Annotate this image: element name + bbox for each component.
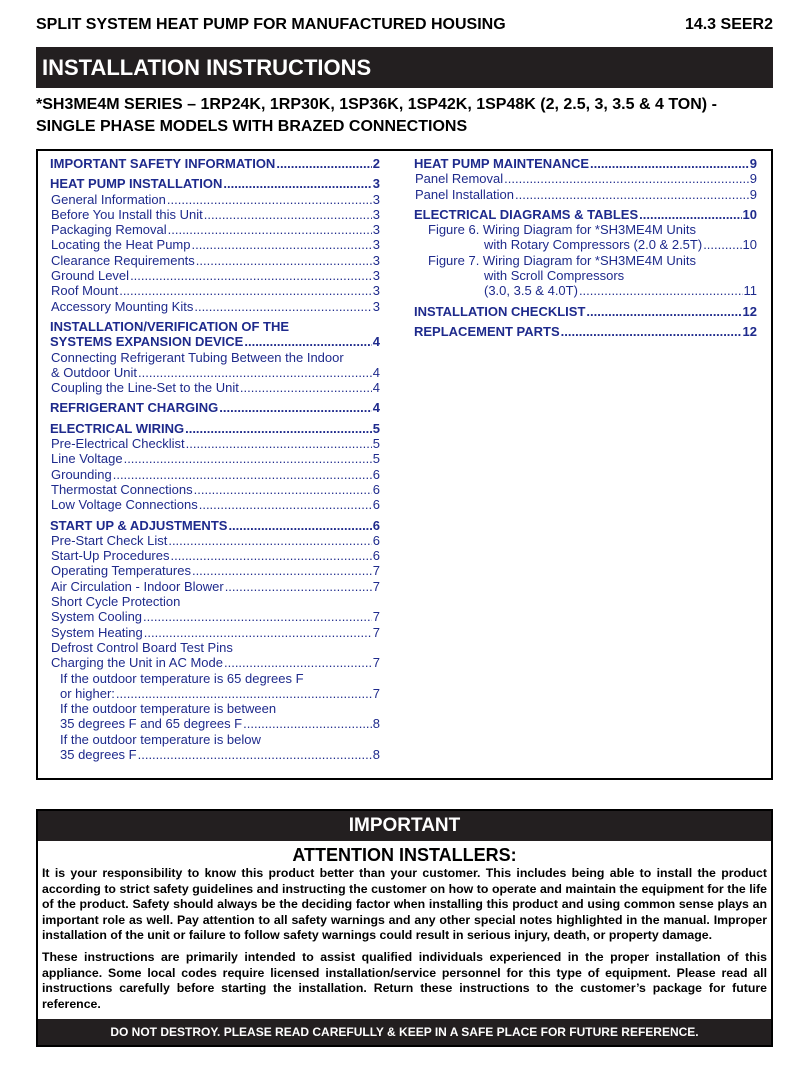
toc-entry[interactable]: Pre-Start Check List ..... 6: [50, 533, 380, 548]
toc-entry[interactable]: Line Voltage ..... 5: [50, 451, 380, 466]
qualified-installer-paragraph: These instructions are primarily intended to assist qualified individuals experienced in the proper installation of this appliance. Some local codes require licensed installation/service personnel for this type of equipment. Please read all instructions carefully before starting the installation. Return these instructions to the customer’s package for future reference.: [42, 949, 767, 1011]
toc-entry[interactable]: REPLACEMENT PARTS ..... 12: [414, 324, 757, 339]
document-title-bar: INSTALLATION INSTRUCTIONS: [36, 47, 773, 88]
toc-entry-line[interactable]: with Scroll Compressors: [484, 268, 625, 284]
subtitle-line-2: SINGLE PHASE MODELS WITH BRAZED CONNECTIONS: [36, 118, 468, 135]
toc-left-column: [50, 156, 380, 762]
toc-entry-line[interactable]: Figure 7. Wiring Diagram for *SH3ME4M Units: [428, 252, 697, 268]
toc-entry[interactable]: Packaging Removal ..... 3: [50, 222, 380, 237]
table-of-contents: [36, 149, 773, 780]
toc-entry[interactable]: Charging the Unit in AC Mode ..... 7: [50, 655, 380, 670]
toc-entry[interactable]: Coupling the Line-Set to the Unit ..... 4: [50, 380, 380, 395]
attention-heading: ATTENTION INSTALLERS:: [292, 845, 517, 865]
toc-entry[interactable]: & Outdoor Unit ..... 4: [50, 365, 380, 380]
important-notice: [36, 809, 773, 1047]
toc-entry[interactable]: Roof Mount ..... 3: [50, 283, 380, 298]
toc-entry[interactable]: REFRIGERANT CHARGING ..... 4: [50, 400, 380, 415]
toc-entry[interactable]: ELECTRICAL WIRING ..... 5: [50, 421, 380, 436]
toc-entry-line[interactable]: If the outdoor temperature is below: [60, 731, 261, 747]
toc-entry[interactable]: or higher: ..... 7: [50, 686, 380, 701]
toc-entry[interactable]: Panel Removal ..... 9: [414, 171, 757, 186]
toc-entry[interactable]: IMPORTANT SAFETY INFORMATION ..... 2: [50, 156, 380, 171]
do-not-destroy-footer: DO NOT DESTROY. PLEASE READ CAREFULLY & KEEP IN A SAFE PLACE FOR FUTURE REFERENCE.: [38, 1019, 771, 1045]
subtitle-line-1: *SH3ME4M SERIES – 1RP24K, 1RP30K, 1SP36K, 1SP42K, 1SP48K (2, 2.5, 3, 3.5 & 4 TON) -: [36, 96, 717, 113]
toc-entry[interactable]: Operating Temperatures ..... 7: [50, 563, 380, 578]
toc-entry[interactable]: HEAT PUMP INSTALLATION ..... 3: [50, 176, 380, 191]
responsibility-paragraph: It is your responsibility to know this product better than your customer. This includes being able to install the product according to strict safety guidelines and instructing the customer on how to operate and maintain the equipment for the life of the product. Safety should always be the deciding factor when installing this product and using common sense plays an important role as well. Pay attention to all safety warnings and any other special notes highlighted in the manual. Improper installation of the unit or failure to follow safety warnings could result in serious injury, death, or property damage.: [42, 866, 767, 943]
header-seer-rating: 14.3 SEER2: [684, 16, 773, 33]
toc-entry[interactable]: 35 degrees F and 65 degrees F ..... 8: [50, 716, 380, 731]
toc-entry[interactable]: Air Circulation - Indoor Blower ..... 7: [50, 579, 380, 594]
toc-entry-line[interactable]: If the outdoor temperature is 65 degrees F: [60, 670, 304, 686]
toc-entry[interactable]: Thermostat Connections ..... 6: [50, 482, 380, 497]
toc-entry[interactable]: General Information ..... 3: [50, 192, 380, 207]
toc-entry[interactable]: Low Voltage Connections ..... 6: [50, 497, 380, 512]
toc-entry-line[interactable]: Defrost Control Board Test Pins: [51, 639, 233, 655]
toc-entry[interactable]: Ground Level ..... 3: [50, 268, 380, 283]
important-banner: IMPORTANT: [38, 811, 771, 841]
header-title: SPLIT SYSTEM HEAT PUMP FOR MANUFACTURED HOUSING: [36, 16, 506, 33]
toc-entry[interactable]: Locating the Heat Pump ..... 3: [50, 237, 380, 252]
model-subtitle: [36, 94, 781, 138]
toc-entry[interactable]: Panel Installation ..... 9: [414, 187, 757, 202]
toc-entry[interactable]: START UP & ADJUSTMENTS ..... 6: [50, 518, 380, 533]
toc-entry[interactable]: Before You Install this Unit ..... 3: [50, 207, 380, 222]
toc-entry[interactable]: Grounding ..... 6: [50, 467, 380, 482]
toc-entry[interactable]: Clearance Requirements ..... 3: [50, 253, 380, 268]
toc-entry[interactable]: Start-Up Procedures ..... 6: [50, 548, 380, 563]
toc-entry[interactable]: System Heating ..... 7: [50, 625, 380, 640]
toc-entry[interactable]: INSTALLATION CHECKLIST ..... 12: [414, 304, 757, 319]
toc-entry[interactable]: with Rotary Compressors (2.0 & 2.5T) ..... 10: [414, 237, 757, 252]
toc-entry-line[interactable]: Connecting Refrigerant Tubing Between the Indoor: [51, 349, 344, 365]
toc-entry[interactable]: System Cooling ..... 7: [50, 609, 380, 624]
toc-entry[interactable]: ELECTRICAL DIAGRAMS & TABLES ..... 10: [414, 207, 757, 222]
toc-entry[interactable]: HEAT PUMP MAINTENANCE ..... 9: [414, 156, 757, 171]
toc-entry[interactable]: SYSTEMS EXPANSION DEVICE ..... 4: [50, 334, 380, 349]
toc-entry[interactable]: 35 degrees F ..... 8: [50, 747, 380, 762]
toc-entry[interactable]: Pre-Electrical Checklist ..... 5: [50, 436, 380, 451]
toc-entry-line[interactable]: INSTALLATION/VERIFICATION OF THE: [50, 318, 290, 334]
toc-entry-line[interactable]: Short Cycle Protection: [51, 594, 181, 610]
toc-entry-line[interactable]: Figure 6. Wiring Diagram for *SH3ME4M Units: [428, 222, 697, 238]
toc-entry[interactable]: (3.0, 3.5 & 4.0T) ..... 11: [414, 283, 757, 298]
toc-right-column: [414, 156, 757, 339]
toc-entry-line[interactable]: If the outdoor temperature is between: [60, 701, 277, 717]
document-header: [36, 16, 773, 34]
toc-entry[interactable]: Accessory Mounting Kits ..... 3: [50, 299, 380, 314]
